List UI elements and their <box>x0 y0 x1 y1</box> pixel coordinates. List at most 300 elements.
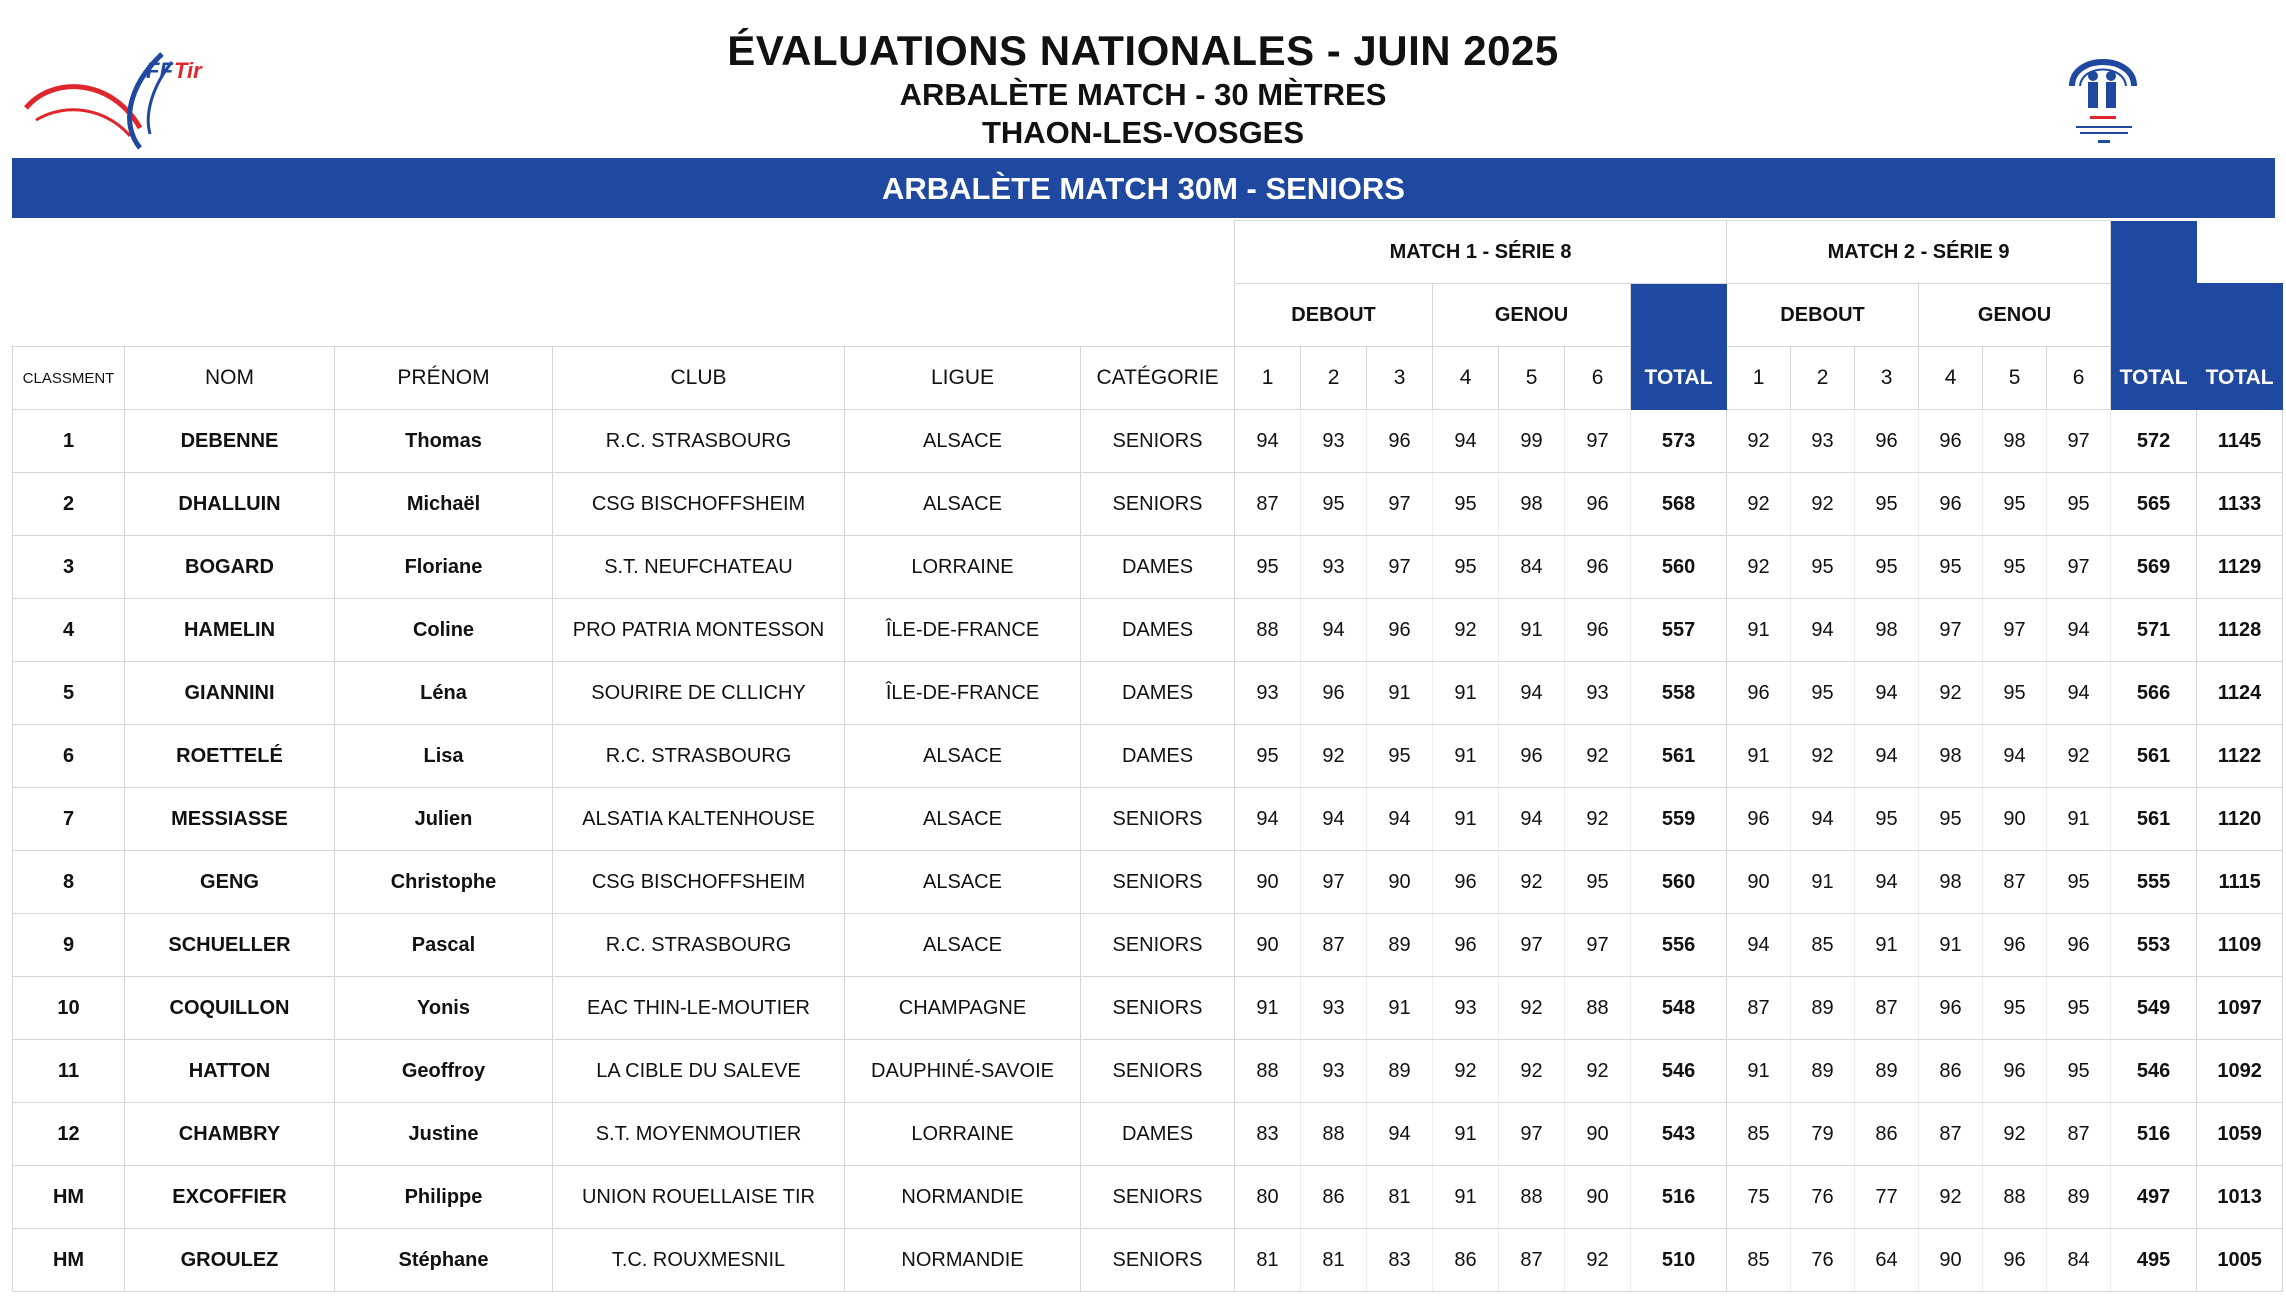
col-m1-6: 6 <box>1565 347 1631 410</box>
cell-m1-1: 94 <box>1235 788 1301 851</box>
cell-m1-total: 548 <box>1631 977 1727 1040</box>
cell-m1-total: 556 <box>1631 914 1727 977</box>
cell-classment: 9 <box>13 914 125 977</box>
cell-nom: HAMELIN <box>125 599 335 662</box>
cell-categorie: SENIORS <box>1081 410 1235 473</box>
cell-categorie: SENIORS <box>1081 788 1235 851</box>
cell-m2-total: 497 <box>2111 1166 2197 1229</box>
grand-total-cap2 <box>2197 284 2283 347</box>
col-m1-1: 1 <box>1235 347 1301 410</box>
cell-m2-3: 87 <box>1855 977 1919 1040</box>
cell-m2-5: 95 <box>1983 977 2047 1040</box>
cell-m2-5: 87 <box>1983 851 2047 914</box>
cell-m2-total: 516 <box>2111 1103 2197 1166</box>
cell-m2-3: 95 <box>1855 473 1919 536</box>
page-header <box>0 0 2286 156</box>
cell-grand-total: 1005 <box>2197 1229 2283 1292</box>
cell-nom: CHAMBRY <box>125 1103 335 1166</box>
cell-nom: ROETTELÉ <box>125 725 335 788</box>
cell-m1-6: 92 <box>1565 788 1631 851</box>
cell-categorie: SENIORS <box>1081 977 1235 1040</box>
table-row <box>13 851 2283 914</box>
cell-m2-4: 96 <box>1919 410 1983 473</box>
cell-categorie: DAMES <box>1081 725 1235 788</box>
table-row <box>13 473 2283 536</box>
cell-m1-6: 88 <box>1565 977 1631 1040</box>
match2-total-cap2 <box>2111 284 2197 347</box>
col-m1-3: 3 <box>1367 347 1433 410</box>
cell-classment: 3 <box>13 536 125 599</box>
table-row <box>13 662 2283 725</box>
cell-m2-3: 91 <box>1855 914 1919 977</box>
cell-m2-2: 79 <box>1791 1103 1855 1166</box>
col-classment: CLASSMENT <box>13 347 125 410</box>
cell-m2-6: 97 <box>2047 536 2111 599</box>
cell-m1-5: 99 <box>1499 410 1565 473</box>
cell-m1-1: 90 <box>1235 914 1301 977</box>
table-row <box>13 599 2283 662</box>
cell-m2-5: 96 <box>1983 1229 2047 1292</box>
cell-m1-2: 93 <box>1301 536 1367 599</box>
cell-ligue: ALSACE <box>845 473 1081 536</box>
cell-m2-4: 91 <box>1919 914 1983 977</box>
cell-ligue: ALSACE <box>845 788 1081 851</box>
cell-m2-6: 84 <box>2047 1229 2111 1292</box>
cell-club: R.C. STRASBOURG <box>553 914 845 977</box>
cell-m1-4: 93 <box>1433 977 1499 1040</box>
cell-prenom: Léna <box>335 662 553 725</box>
cell-ligue: ALSACE <box>845 851 1081 914</box>
cell-ligue: CHAMPAGNE <box>845 977 1081 1040</box>
cell-m2-5: 96 <box>1983 914 2047 977</box>
cell-m2-5: 95 <box>1983 536 2047 599</box>
cell-m1-5: 94 <box>1499 788 1565 851</box>
col-grand-total: TOTAL <box>2197 347 2283 410</box>
cell-m1-3: 89 <box>1367 914 1433 977</box>
cell-m2-3: 94 <box>1855 851 1919 914</box>
col-m2-6: 6 <box>2047 347 2111 410</box>
cell-m1-2: 86 <box>1301 1166 1367 1229</box>
cell-m1-5: 92 <box>1499 1040 1565 1103</box>
cell-m1-total: 573 <box>1631 410 1727 473</box>
cell-m1-2: 93 <box>1301 410 1367 473</box>
cell-prenom: Geoffroy <box>335 1040 553 1103</box>
cell-classment: 7 <box>13 788 125 851</box>
match1-header: MATCH 1 - SÉRIE 8 <box>1235 221 1727 284</box>
cell-m1-3: 94 <box>1367 1103 1433 1166</box>
cell-prenom: Pascal <box>335 914 553 977</box>
cell-m1-4: 95 <box>1433 473 1499 536</box>
page-subtitle: ARBALÈTE MATCH - 30 MÈTRES <box>899 77 1387 112</box>
cell-m2-total: 561 <box>2111 725 2197 788</box>
cell-m2-5: 95 <box>1983 662 2047 725</box>
cell-m1-6: 97 <box>1565 410 1631 473</box>
cell-m2-6: 95 <box>2047 851 2111 914</box>
cell-m1-4: 96 <box>1433 914 1499 977</box>
cell-m2-1: 92 <box>1727 473 1791 536</box>
cell-club: R.C. STRASBOURG <box>553 410 845 473</box>
cell-m1-3: 95 <box>1367 725 1433 788</box>
cell-m1-5: 84 <box>1499 536 1565 599</box>
cell-ligue: NORMANDIE <box>845 1229 1081 1292</box>
cell-m1-total: 560 <box>1631 536 1727 599</box>
cell-m2-1: 91 <box>1727 725 1791 788</box>
cell-m2-total: 572 <box>2111 410 2197 473</box>
cell-categorie: DAMES <box>1081 599 1235 662</box>
match2-total-cap <box>2111 221 2197 284</box>
cell-m2-1: 91 <box>1727 1040 1791 1103</box>
cell-m2-6: 96 <box>2047 914 2111 977</box>
cell-m2-2: 94 <box>1791 599 1855 662</box>
cell-m1-3: 97 <box>1367 473 1433 536</box>
cell-classment: HM <box>13 1229 125 1292</box>
cell-ligue: ÎLE-DE-FRANCE <box>845 599 1081 662</box>
cell-m1-6: 92 <box>1565 1229 1631 1292</box>
cell-m2-1: 85 <box>1727 1229 1791 1292</box>
cell-club: PRO PATRIA MONTESSON <box>553 599 845 662</box>
cell-prenom: Philippe <box>335 1166 553 1229</box>
match1-total-cap <box>1631 284 1727 347</box>
cell-m1-1: 91 <box>1235 977 1301 1040</box>
cell-m2-4: 96 <box>1919 473 1983 536</box>
table-row <box>13 1229 2283 1292</box>
cell-classment: 8 <box>13 851 125 914</box>
cell-m2-2: 76 <box>1791 1166 1855 1229</box>
cell-ligue: DAUPHINÉ-SAVOIE <box>845 1040 1081 1103</box>
cell-m2-1: 94 <box>1727 914 1791 977</box>
cell-m1-total: 543 <box>1631 1103 1727 1166</box>
cell-m2-6: 95 <box>2047 977 2111 1040</box>
cell-ligue: ÎLE-DE-FRANCE <box>845 662 1081 725</box>
cell-m2-3: 96 <box>1855 410 1919 473</box>
cell-m2-4: 96 <box>1919 977 1983 1040</box>
cell-prenom: Stéphane <box>335 1229 553 1292</box>
cell-m1-2: 92 <box>1301 725 1367 788</box>
cell-m1-5: 88 <box>1499 1166 1565 1229</box>
cell-grand-total: 1115 <box>2197 851 2283 914</box>
cell-m1-2: 94 <box>1301 599 1367 662</box>
cell-m2-total: 571 <box>2111 599 2197 662</box>
cell-m1-6: 97 <box>1565 914 1631 977</box>
cell-m1-4: 91 <box>1433 788 1499 851</box>
cell-club: CSG BISCHOFFSHEIM <box>553 851 845 914</box>
cell-m1-6: 90 <box>1565 1166 1631 1229</box>
cell-ligue: NORMANDIE <box>845 1166 1081 1229</box>
cell-m2-total: 549 <box>2111 977 2197 1040</box>
col-nom: NOM <box>125 347 335 410</box>
cell-m1-total: 560 <box>1631 851 1727 914</box>
cell-m1-total: 561 <box>1631 725 1727 788</box>
cell-m2-2: 92 <box>1791 473 1855 536</box>
cell-m1-1: 90 <box>1235 851 1301 914</box>
cell-m2-4: 86 <box>1919 1040 1983 1103</box>
cell-m1-1: 88 <box>1235 1040 1301 1103</box>
cell-m2-2: 95 <box>1791 536 1855 599</box>
col-m2-3: 3 <box>1855 347 1919 410</box>
cell-nom: GIANNINI <box>125 662 335 725</box>
cell-club: S.T. MOYENMOUTIER <box>553 1103 845 1166</box>
cell-categorie: DAMES <box>1081 536 1235 599</box>
cell-ligue: LORRAINE <box>845 1103 1081 1166</box>
cell-m1-6: 90 <box>1565 1103 1631 1166</box>
cell-m1-3: 96 <box>1367 410 1433 473</box>
cell-grand-total: 1124 <box>2197 662 2283 725</box>
cell-club: EAC THIN-LE-MOUTIER <box>553 977 845 1040</box>
cell-club: SOURIRE DE CLLICHY <box>553 662 845 725</box>
cell-categorie: SENIORS <box>1081 1040 1235 1103</box>
cell-club: UNION ROUELLAISE TIR <box>553 1166 845 1229</box>
club-logo <box>2060 46 2150 150</box>
cell-categorie: SENIORS <box>1081 1166 1235 1229</box>
cell-m1-1: 81 <box>1235 1229 1301 1292</box>
cell-prenom: Floriane <box>335 536 553 599</box>
cell-grand-total: 1145 <box>2197 410 2283 473</box>
cell-m2-3: 94 <box>1855 725 1919 788</box>
cell-m1-3: 91 <box>1367 977 1433 1040</box>
cell-m2-6: 87 <box>2047 1103 2111 1166</box>
cell-ligue: ALSACE <box>845 914 1081 977</box>
cell-categorie: DAMES <box>1081 1103 1235 1166</box>
cell-m2-4: 98 <box>1919 725 1983 788</box>
cell-m1-2: 81 <box>1301 1229 1367 1292</box>
cell-classment: 12 <box>13 1103 125 1166</box>
cell-m2-6: 89 <box>2047 1166 2111 1229</box>
cell-m2-2: 89 <box>1791 1040 1855 1103</box>
cell-m1-2: 88 <box>1301 1103 1367 1166</box>
cell-m2-6: 95 <box>2047 1040 2111 1103</box>
cell-m1-2: 87 <box>1301 914 1367 977</box>
cell-m1-3: 81 <box>1367 1166 1433 1229</box>
cell-m2-6: 92 <box>2047 725 2111 788</box>
svg-text:Tir: Tir <box>174 58 202 83</box>
cell-categorie: SENIORS <box>1081 914 1235 977</box>
cell-m2-2: 89 <box>1791 977 1855 1040</box>
cell-m1-3: 94 <box>1367 788 1433 851</box>
cell-nom: SCHUELLER <box>125 914 335 977</box>
cell-club: ALSATIA KALTENHOUSE <box>553 788 845 851</box>
svg-text:FF: FF <box>146 58 173 83</box>
cell-classment: 10 <box>13 977 125 1040</box>
cell-m1-2: 94 <box>1301 788 1367 851</box>
cell-m1-1: 80 <box>1235 1166 1301 1229</box>
cell-m1-4: 91 <box>1433 1166 1499 1229</box>
cell-ligue: ALSACE <box>845 410 1081 473</box>
cell-m1-1: 94 <box>1235 410 1301 473</box>
cell-m1-6: 96 <box>1565 536 1631 599</box>
col-prenom: PRÉNOM <box>335 347 553 410</box>
cell-m2-total: 565 <box>2111 473 2197 536</box>
cell-m2-1: 90 <box>1727 851 1791 914</box>
cell-m1-4: 94 <box>1433 410 1499 473</box>
cell-m1-1: 93 <box>1235 662 1301 725</box>
cell-m1-3: 90 <box>1367 851 1433 914</box>
cell-grand-total: 1129 <box>2197 536 2283 599</box>
cell-m1-5: 97 <box>1499 1103 1565 1166</box>
cell-m1-6: 93 <box>1565 662 1631 725</box>
col-m2-total: TOTAL <box>2111 347 2197 410</box>
cell-club: CSG BISCHOFFSHEIM <box>553 473 845 536</box>
col-m1-total: TOTAL <box>1631 347 1727 410</box>
match2-debout-header: DEBOUT <box>1727 284 1919 347</box>
cell-m1-3: 97 <box>1367 536 1433 599</box>
cell-prenom: Christophe <box>335 851 553 914</box>
cell-nom: DEBENNE <box>125 410 335 473</box>
cell-categorie: SENIORS <box>1081 1229 1235 1292</box>
cell-club: LA CIBLE DU SALEVE <box>553 1040 845 1103</box>
cell-m2-1: 92 <box>1727 410 1791 473</box>
cell-m1-4: 95 <box>1433 536 1499 599</box>
cell-m2-1: 96 <box>1727 788 1791 851</box>
cell-m1-5: 98 <box>1499 473 1565 536</box>
cell-m2-total: 566 <box>2111 662 2197 725</box>
cell-m2-total: 546 <box>2111 1040 2197 1103</box>
cell-prenom: Yonis <box>335 977 553 1040</box>
cell-grand-total: 1109 <box>2197 914 2283 977</box>
col-ligue: LIGUE <box>845 347 1081 410</box>
cell-club: R.C. STRASBOURG <box>553 725 845 788</box>
cell-m2-6: 91 <box>2047 788 2111 851</box>
cell-m2-6: 94 <box>2047 662 2111 725</box>
cell-classment: 6 <box>13 725 125 788</box>
cell-m1-5: 97 <box>1499 914 1565 977</box>
cell-m2-total: 495 <box>2111 1229 2197 1292</box>
col-m1-2: 2 <box>1301 347 1367 410</box>
cell-m2-5: 98 <box>1983 410 2047 473</box>
cell-m2-3: 98 <box>1855 599 1919 662</box>
cell-grand-total: 1120 <box>2197 788 2283 851</box>
cell-m1-4: 92 <box>1433 599 1499 662</box>
table-row <box>13 1103 2283 1166</box>
col-m1-4: 4 <box>1433 347 1499 410</box>
header-blank <box>13 221 1235 347</box>
cell-m2-5: 94 <box>1983 725 2047 788</box>
cell-prenom: Lisa <box>335 725 553 788</box>
col-m2-5: 5 <box>1983 347 2047 410</box>
results-table <box>12 220 2283 1292</box>
cell-m1-4: 91 <box>1433 1103 1499 1166</box>
cell-m1-2: 96 <box>1301 662 1367 725</box>
cell-m2-3: 89 <box>1855 1040 1919 1103</box>
cell-m1-6: 92 <box>1565 725 1631 788</box>
cell-classment: 11 <box>13 1040 125 1103</box>
category-banner: ARBALÈTE MATCH 30M - SENIORS <box>12 158 2275 218</box>
match2-genou-header: GENOU <box>1919 284 2111 347</box>
cell-m2-1: 85 <box>1727 1103 1791 1166</box>
col-m2-4: 4 <box>1919 347 1983 410</box>
cell-nom: EXCOFFIER <box>125 1166 335 1229</box>
cell-m2-4: 97 <box>1919 599 1983 662</box>
cell-m1-1: 83 <box>1235 1103 1301 1166</box>
cell-m1-total: 516 <box>1631 1166 1727 1229</box>
cell-m2-2: 93 <box>1791 410 1855 473</box>
cell-categorie: DAMES <box>1081 662 1235 725</box>
cell-m1-1: 95 <box>1235 725 1301 788</box>
table-row <box>13 725 2283 788</box>
col-categorie: CATÉGORIE <box>1081 347 1235 410</box>
cell-m2-2: 85 <box>1791 914 1855 977</box>
cell-m1-2: 93 <box>1301 1040 1367 1103</box>
cell-prenom: Justine <box>335 1103 553 1166</box>
cell-grand-total: 1092 <box>2197 1040 2283 1103</box>
cell-m1-4: 91 <box>1433 662 1499 725</box>
cell-m1-total: 557 <box>1631 599 1727 662</box>
match2-header: MATCH 2 - SÉRIE 9 <box>1727 221 2111 284</box>
cell-nom: COQUILLON <box>125 977 335 1040</box>
cell-m1-2: 95 <box>1301 473 1367 536</box>
cell-m1-5: 94 <box>1499 662 1565 725</box>
cell-m2-3: 95 <box>1855 536 1919 599</box>
cell-m1-total: 568 <box>1631 473 1727 536</box>
cell-m2-3: 95 <box>1855 788 1919 851</box>
cell-m1-total: 546 <box>1631 1040 1727 1103</box>
cell-m2-2: 91 <box>1791 851 1855 914</box>
cell-m2-4: 92 <box>1919 662 1983 725</box>
cell-prenom: Michaël <box>335 473 553 536</box>
cell-m1-1: 95 <box>1235 536 1301 599</box>
cell-m2-2: 95 <box>1791 662 1855 725</box>
cell-m2-5: 88 <box>1983 1166 2047 1229</box>
cell-m2-4: 95 <box>1919 788 1983 851</box>
page-location: THAON-LES-VOSGES <box>981 115 1305 150</box>
table-row <box>13 788 2283 851</box>
cell-grand-total: 1097 <box>2197 977 2283 1040</box>
cell-m1-3: 91 <box>1367 662 1433 725</box>
cell-m2-4: 92 <box>1919 1166 1983 1229</box>
col-m2-2: 2 <box>1791 347 1855 410</box>
cell-m2-5: 97 <box>1983 599 2047 662</box>
cell-grand-total: 1133 <box>2197 473 2283 536</box>
cell-nom: MESSIASSE <box>125 788 335 851</box>
cell-m2-1: 75 <box>1727 1166 1791 1229</box>
cell-classment: HM <box>13 1166 125 1229</box>
cell-m1-3: 96 <box>1367 599 1433 662</box>
cell-m1-2: 93 <box>1301 977 1367 1040</box>
match1-debout-header: DEBOUT <box>1235 284 1433 347</box>
cell-nom: HATTON <box>125 1040 335 1103</box>
cell-m1-total: 558 <box>1631 662 1727 725</box>
table-row <box>13 536 2283 599</box>
cell-m1-6: 96 <box>1565 473 1631 536</box>
cell-ligue: LORRAINE <box>845 536 1081 599</box>
cell-m1-2: 97 <box>1301 851 1367 914</box>
cell-m2-total: 569 <box>2111 536 2197 599</box>
col-m1-5: 5 <box>1499 347 1565 410</box>
cell-prenom: Thomas <box>335 410 553 473</box>
cell-m2-total: 561 <box>2111 788 2197 851</box>
cell-m1-5: 96 <box>1499 725 1565 788</box>
cell-classment: 2 <box>13 473 125 536</box>
cell-m2-2: 76 <box>1791 1229 1855 1292</box>
cell-m1-5: 92 <box>1499 851 1565 914</box>
cell-m2-3: 64 <box>1855 1229 1919 1292</box>
cell-m2-1: 92 <box>1727 536 1791 599</box>
table-row <box>13 410 2283 473</box>
cell-m1-5: 87 <box>1499 1229 1565 1292</box>
cell-m2-6: 95 <box>2047 473 2111 536</box>
cell-nom: GROULEZ <box>125 1229 335 1292</box>
cell-m1-total: 559 <box>1631 788 1727 851</box>
col-m2-1: 1 <box>1727 347 1791 410</box>
cell-grand-total: 1059 <box>2197 1103 2283 1166</box>
cell-m1-4: 86 <box>1433 1229 1499 1292</box>
cell-m2-3: 86 <box>1855 1103 1919 1166</box>
cell-club: S.T. NEUFCHATEAU <box>553 536 845 599</box>
cell-nom: BOGARD <box>125 536 335 599</box>
cell-m2-2: 94 <box>1791 788 1855 851</box>
cell-m2-5: 90 <box>1983 788 2047 851</box>
column-header-row <box>13 347 2283 410</box>
cell-m1-4: 92 <box>1433 1040 1499 1103</box>
